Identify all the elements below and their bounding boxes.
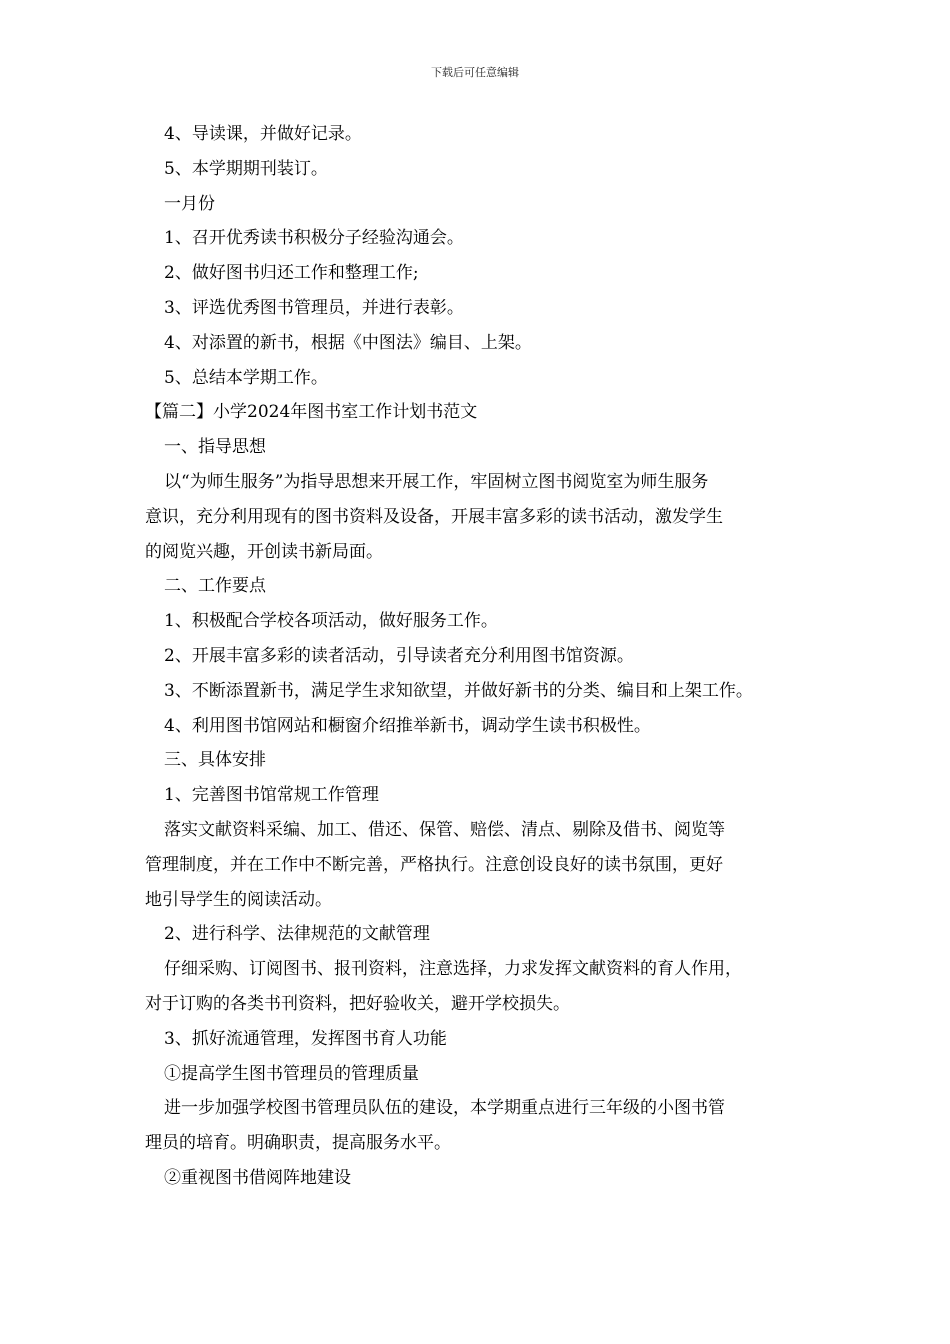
text-line: 1、积极配合学校各项活动，做好服务工作。	[164, 611, 498, 632]
text-line: 3、不断添置新书，满足学生求知欲望，并做好新书的分类、编目和上架工作。	[164, 680, 753, 701]
text-line: 对于订购的各类书刊资料，把好验收关，避开学校损失。	[145, 993, 570, 1014]
text-line: 3、评选优秀图书管理员，并进行表彰。	[164, 297, 464, 318]
text-line: 一、指导思想	[164, 437, 266, 458]
text-line: 理员的培育。明确职责，提高服务水平。	[145, 1133, 451, 1154]
document-body	[145, 117, 825, 1196]
text-line: 仔细采购、订阅图书、报刊资料，注意选择，力求发挥文献资料的育人作用，	[164, 959, 742, 980]
text-line: 2、做好图书归还工作和整理工作;	[164, 263, 419, 284]
text-line: 意识，充分利用现有的图书资料及设备，开展丰富多彩的读书活动，激发学生	[145, 506, 723, 527]
text-line: 4、利用图书馆网站和橱窗介绍推举新书，调动学生读书积极性。	[164, 715, 651, 736]
page-header-note: 下载后可任意编辑	[431, 66, 519, 79]
text-line: 三、具体安排	[164, 750, 266, 771]
text-line: 一月份	[164, 193, 215, 214]
text-line: 3、抓好流通管理，发挥图书育人功能	[164, 1028, 447, 1049]
text-line: 以“为师生服务”为指导思想来开展工作，牢固树立图书阅览室为师生服务	[164, 471, 709, 492]
text-line: 进一步加强学校图书管理员队伍的建设，本学期重点进行三年级的小图书管	[164, 1098, 725, 1119]
text-line: ①提高学生图书管理员的管理质量	[164, 1063, 419, 1084]
text-line: 地引导学生的阅读活动。	[145, 889, 332, 910]
text-line: 【篇二】小学2024年图书室工作计划书范文	[145, 402, 478, 423]
text-line: 的阅览兴趣，开创读书新局面。	[145, 541, 383, 562]
text-line: 二、工作要点	[164, 576, 266, 597]
text-line: 1、完善图书馆常规工作管理	[164, 785, 379, 806]
text-line: 落实文献资料采编、加工、借还、保管、赔偿、清点、剔除及借书、阅览等	[164, 819, 725, 840]
text-line: 1、召开优秀读书积极分子经验沟通会。	[164, 228, 464, 249]
text-line: ②重视图书借阅阵地建设	[164, 1167, 351, 1188]
text-line: 2、开展丰富多彩的读者活动，引导读者充分利用图书馆资源。	[164, 645, 634, 666]
text-line: 管理制度，并在工作中不断完善，严格执行。注意创设良好的读书氛围，更好	[145, 854, 723, 875]
text-line: 4、导读课，并做好记录。	[164, 124, 362, 144]
text-line: 5、本学期期刊装订。	[164, 158, 328, 179]
text-line: 2、进行科学、法律规范的文献管理	[164, 924, 430, 945]
text-line: 4、对添置的新书，根据《中图法》编目、上架。	[164, 332, 532, 353]
text-line: 5、总结本学期工作。	[164, 367, 328, 388]
